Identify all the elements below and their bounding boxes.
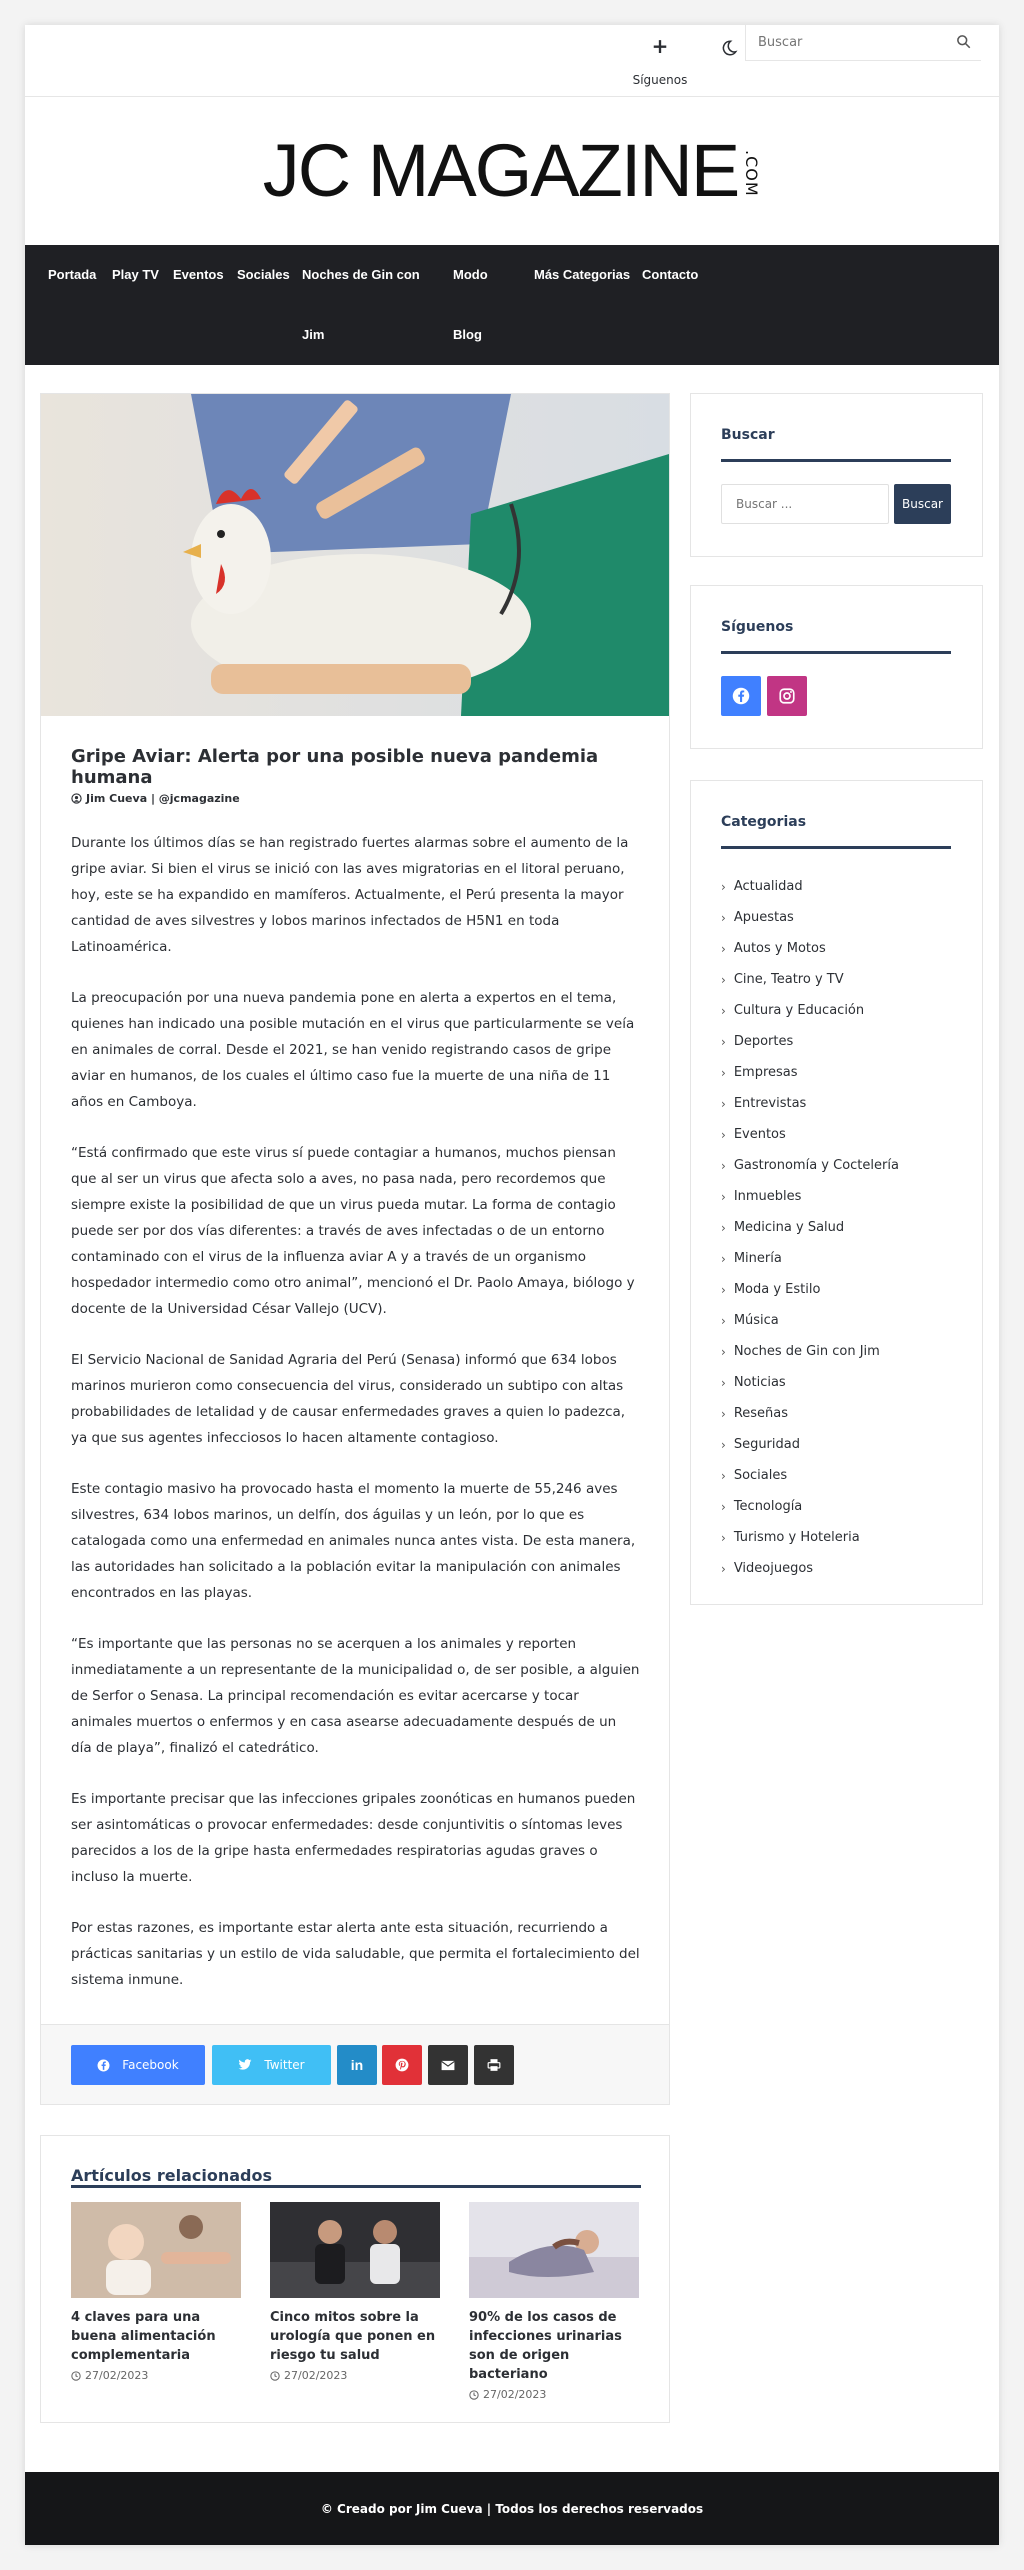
article-paragraph: Este contagio masivo ha provocado hasta el momento la muerte de 55,246 aves silvestres, 634 lobos marinos, un delfín, dos águilas y un león, por lo que es catalogada como una enfermedad en animales nunca antes vista. De esta manera, las autoridades han solicitado a la población evitar la manipulación con animales encontrados en las playas. — [71, 1481, 636, 1601]
category-label[interactable]: Gastronomía y Coctelería — [733, 1158, 899, 1173]
article-author[interactable]: Jim Cueva | @jcmagazine — [86, 792, 240, 805]
chevron-right-icon: › — [721, 1375, 726, 1390]
follow-widget-title: Síguenos — [721, 619, 794, 635]
category-item[interactable] — [721, 1181, 899, 1212]
chevron-right-icon: › — [721, 910, 726, 925]
share-bar — [41, 2024, 669, 2104]
article-body — [71, 830, 641, 2018]
share-twitter-label: Twitter — [264, 2058, 305, 2072]
category-item[interactable] — [721, 1212, 899, 1243]
follow-widget — [690, 585, 983, 749]
category-label[interactable]: Deportes — [733, 1034, 794, 1049]
category-item[interactable] — [721, 1460, 899, 1491]
share-linkedin-button[interactable] — [337, 2045, 377, 2085]
widget-title-underline — [721, 459, 951, 462]
chevron-right-icon: › — [721, 1096, 726, 1111]
clock-icon — [270, 2371, 280, 2381]
nav-item-jim[interactable]: Jim — [302, 327, 325, 342]
print-icon — [487, 2058, 501, 2072]
top-bar — [25, 25, 999, 97]
category-item[interactable] — [721, 1398, 899, 1429]
article-paragraph: Es importante precisar que las infecciones gripales zoonóticas en humanos pueden ser asintomáticas o provocar enfermedades: desde conjuntivitis o síntomas leves parecidos a los de la gripe hasta enfermedades respiratorias agudas graves o incluso la muerte. — [71, 1791, 636, 1885]
related-item[interactable] — [270, 2202, 440, 2382]
article-card — [40, 393, 670, 2105]
related-item-date — [71, 2369, 241, 2382]
article-paragraph: Por estas razones, es importante estar alerta ante esta situación, recurriendo a prácticas sanitarias y un estilo de vida saludable, que permita el fortalecimiento del sistema inmune. — [71, 1920, 640, 1988]
widget-title-underline — [721, 651, 951, 654]
category-label[interactable]: Reseñas — [733, 1406, 789, 1421]
chevron-right-icon: › — [721, 1344, 726, 1359]
search-widget-title: Buscar — [721, 427, 775, 443]
category-item[interactable] — [721, 964, 899, 995]
moon-icon — [720, 39, 738, 57]
category-label[interactable]: Inmuebles — [733, 1189, 802, 1204]
category-item[interactable] — [721, 995, 899, 1026]
categories-widget-title: Categorias — [721, 814, 807, 830]
chevron-right-icon: › — [721, 1468, 726, 1483]
category-label[interactable]: Noticias — [733, 1375, 786, 1390]
widget-title-underline — [721, 846, 951, 849]
header-search-input[interactable] — [746, 25, 936, 59]
category-item[interactable] — [721, 1367, 899, 1398]
article-title: Gripe Aviar: Alerta por una posible nueva pandemia humana — [71, 746, 599, 788]
user-icon — [71, 793, 82, 804]
article-paragraph: La preocupación por una nueva pandemia pone en alerta a expertos en el tema, quienes han indicado una posible mutación en el virus que particularmente se veía en animales de corral. Desde el 2021, se han venido registrando casos de gripe aviar en humanos, de los cuales el último caso fue la muerte de una niña de 11 años en Camboya. — [71, 990, 635, 1110]
category-item[interactable] — [721, 1119, 899, 1150]
chevron-right-icon: › — [721, 879, 726, 894]
category-item[interactable] — [721, 1305, 899, 1336]
site-footer — [25, 2472, 999, 2545]
share-facebook-button[interactable] — [71, 2045, 205, 2085]
search-widget — [690, 393, 983, 557]
category-item[interactable] — [721, 1026, 899, 1057]
nav-item-mas-categorias[interactable]: Más Categorias — [534, 267, 631, 282]
related-item-title[interactable]: Cinco mitos sobre la urología que ponen en riesgo tu salud — [270, 2310, 436, 2363]
chevron-right-icon: › — [721, 1127, 726, 1142]
page-wrapper — [25, 25, 999, 2545]
chevron-right-icon: › — [721, 1282, 726, 1297]
chevron-right-icon: › — [721, 1499, 726, 1514]
related-item-title[interactable]: 90% de los casos de infecciones urinarias son de origen bacteriano — [469, 2310, 622, 2382]
nav-item-contacto[interactable]: Contacto — [642, 267, 699, 282]
sidebar-search-button[interactable]: Buscar — [894, 484, 951, 524]
category-label[interactable]: Turismo y Hoteleria — [733, 1530, 860, 1545]
related-articles — [40, 2135, 670, 2423]
logo-text: JC MAGAZINE — [262, 129, 739, 212]
main-nav — [25, 245, 999, 365]
article-meta — [71, 792, 240, 805]
category-item[interactable] — [721, 1429, 899, 1460]
related-thumbnail[interactable] — [71, 2202, 241, 2298]
category-label[interactable]: Seguridad — [733, 1437, 800, 1452]
follow-button[interactable] — [625, 33, 695, 87]
category-label[interactable]: Videojuegos — [733, 1561, 814, 1576]
share-pinterest-button[interactable] — [382, 2045, 422, 2085]
nav-item-noches-de-gin[interactable]: Noches de Gin con — [302, 267, 420, 282]
follow-label: Síguenos — [632, 73, 688, 87]
chevron-right-icon: › — [721, 1034, 726, 1049]
pinterest-icon — [395, 2058, 409, 2072]
category-label[interactable]: Actualidad — [733, 879, 803, 894]
envelope-icon — [441, 2060, 455, 2071]
category-label[interactable]: Cine, Teatro y TV — [733, 972, 844, 987]
category-item[interactable] — [721, 902, 899, 933]
category-label[interactable]: Tecnología — [733, 1499, 803, 1514]
chevron-right-icon: › — [721, 1437, 726, 1452]
category-item[interactable] — [721, 1553, 899, 1584]
dark-mode-toggle[interactable] — [710, 29, 748, 67]
category-label[interactable]: Minería — [733, 1251, 782, 1266]
chevron-right-icon: › — [721, 1189, 726, 1204]
categories-widget — [690, 780, 983, 1605]
category-label[interactable]: Noches de Gin con Jim — [733, 1344, 880, 1359]
category-item[interactable] — [721, 1522, 899, 1553]
chevron-right-icon: › — [721, 1220, 726, 1235]
chevron-right-icon: › — [721, 1158, 726, 1173]
instagram-icon — [778, 687, 796, 705]
category-label[interactable]: Autos y Motos — [733, 941, 826, 956]
clock-icon — [469, 2390, 479, 2400]
nav-item-blog[interactable]: Blog — [453, 327, 482, 342]
share-email-button[interactable] — [428, 2045, 468, 2085]
category-item[interactable] — [721, 933, 899, 964]
article-paragraph: Durante los últimos días se han registrado fuertes alarmas sobre el aumento de la gripe aviar. Si bien el virus se inició con las aves migratorias en el litoral peruano, hoy, este se ha expandido en mamíferos. Actualmente, el Perú presenta la mayor cantidad de aves silvestres y lobos marinos infectados de H5N1 en toda Latinoamérica. — [71, 835, 629, 955]
related-item-date — [270, 2369, 440, 2382]
related-title: Artículos relacionados — [71, 2166, 272, 2185]
plus-icon: + — [651, 34, 669, 58]
chevron-right-icon: › — [721, 972, 726, 987]
related-item[interactable] — [71, 2202, 241, 2382]
share-print-button[interactable] — [474, 2045, 514, 2085]
category-label[interactable]: Eventos — [733, 1127, 786, 1142]
article-hero-image — [41, 394, 669, 716]
related-item[interactable] — [469, 2202, 639, 2401]
header-search — [745, 25, 981, 61]
sidebar-search-input[interactable] — [721, 484, 889, 524]
related-item-date-text: 27/02/2023 — [483, 2388, 547, 2401]
twitter-icon — [238, 2059, 252, 2071]
category-item[interactable] — [721, 1243, 899, 1274]
related-item-date-text: 27/02/2023 — [85, 2369, 149, 2382]
chevron-right-icon: › — [721, 1065, 726, 1080]
logo-suffix: .COM — [742, 149, 762, 197]
chevron-right-icon: › — [721, 1313, 726, 1328]
category-label[interactable]: Empresas — [733, 1065, 798, 1080]
category-label[interactable]: Apuestas — [733, 910, 794, 925]
nav-item-play-tv[interactable]: Play TV — [112, 267, 159, 282]
chevron-right-icon: › — [721, 1251, 726, 1266]
category-item[interactable] — [721, 871, 899, 902]
footer-copyright: © Creado por Jim Cueva | Todos los derechos reservados — [320, 2501, 704, 2516]
related-thumbnail[interactable] — [270, 2202, 440, 2298]
category-label[interactable]: Música — [733, 1313, 779, 1328]
chevron-right-icon: › — [721, 1561, 726, 1576]
follow-instagram-button[interactable] — [767, 676, 807, 716]
related-title-underline — [71, 2185, 641, 2188]
article-paragraph: “Está confirmado que este virus sí puede contagiar a humanos, muchos piensan que al ser un virus que afecta solo a aves, no pasa nada, pero recordemos que siempre existe la posibilidad de que un virus pueda mutar. La forma de contagio puede ser por dos vías diferentes: a través de aves infectadas o de un entorno contaminado con el virus de la influenza aviar A y a través de un organismo hospedador intermedio como otro animal”, mencionó el Dr. Paolo Amaya, biólogo y docente de la Universidad César Vallejo (UCV). — [71, 1145, 635, 1317]
category-label[interactable]: Cultura y Educación — [733, 1003, 865, 1018]
related-thumbnail[interactable] — [469, 2202, 639, 2298]
follow-facebook-button[interactable] — [721, 676, 761, 716]
category-label[interactable]: Moda y Estilo — [733, 1282, 821, 1297]
nav-item-sociales[interactable]: Sociales — [237, 267, 290, 282]
category-item[interactable] — [721, 1088, 899, 1119]
category-item[interactable] — [721, 1274, 899, 1305]
category-label[interactable]: Sociales — [733, 1468, 788, 1483]
article-paragraph: “Es importante que las personas no se acerquen a los animales y reporten inmediatamente a un representante de la municipalidad o, de ser posible, a alguien de Serfor o Senasa. La principal recomendación es evitar acercarse y tocar animales muertos o enfermos y en casa asearse adecuadamente después de un día de playa”, finalizó el catedrático. — [71, 1636, 640, 1756]
related-item-date-text: 27/02/2023 — [284, 2369, 348, 2382]
category-item[interactable] — [721, 1336, 899, 1367]
chevron-right-icon: › — [721, 1406, 726, 1421]
facebook-icon — [732, 687, 750, 705]
linkedin-icon: in — [350, 2057, 364, 2073]
site-logo[interactable] — [262, 129, 762, 212]
category-item[interactable] — [721, 1491, 899, 1522]
related-item-date — [469, 2388, 639, 2401]
chevron-right-icon: › — [721, 941, 726, 956]
facebook-icon — [97, 2059, 110, 2072]
nav-item-modo[interactable]: Modo — [453, 267, 488, 282]
category-label[interactable]: Medicina y Salud — [733, 1220, 845, 1235]
share-facebook-label: Facebook — [122, 2058, 179, 2072]
logo-area — [25, 97, 999, 245]
related-item-title[interactable]: 4 claves para una buena alimentación complementaria — [71, 2310, 216, 2363]
category-item[interactable] — [721, 1150, 899, 1181]
category-label[interactable]: Entrevistas — [733, 1096, 807, 1111]
category-list — [721, 871, 899, 1584]
chevron-right-icon: › — [721, 1530, 726, 1545]
article-paragraph: El Servicio Nacional de Sanidad Agraria del Perú (Senasa) informó que 634 lobos marinos murieron como consecuencia del virus, considerado un subtipo con altas probabilidades de letalidad y de causar enfermedades graves a quien lo padezca, ya que sus agentes infecciosos lo hacen altamente contagioso. — [71, 1352, 626, 1446]
nav-item-portada[interactable]: Portada — [48, 267, 97, 282]
chevron-right-icon: › — [721, 1003, 726, 1018]
category-item[interactable] — [721, 1057, 899, 1088]
hero-illustration — [41, 394, 669, 716]
search-icon[interactable] — [956, 34, 971, 49]
nav-item-eventos[interactable]: Eventos — [173, 267, 224, 282]
share-twitter-button[interactable] — [212, 2045, 331, 2085]
clock-icon — [71, 2371, 81, 2381]
